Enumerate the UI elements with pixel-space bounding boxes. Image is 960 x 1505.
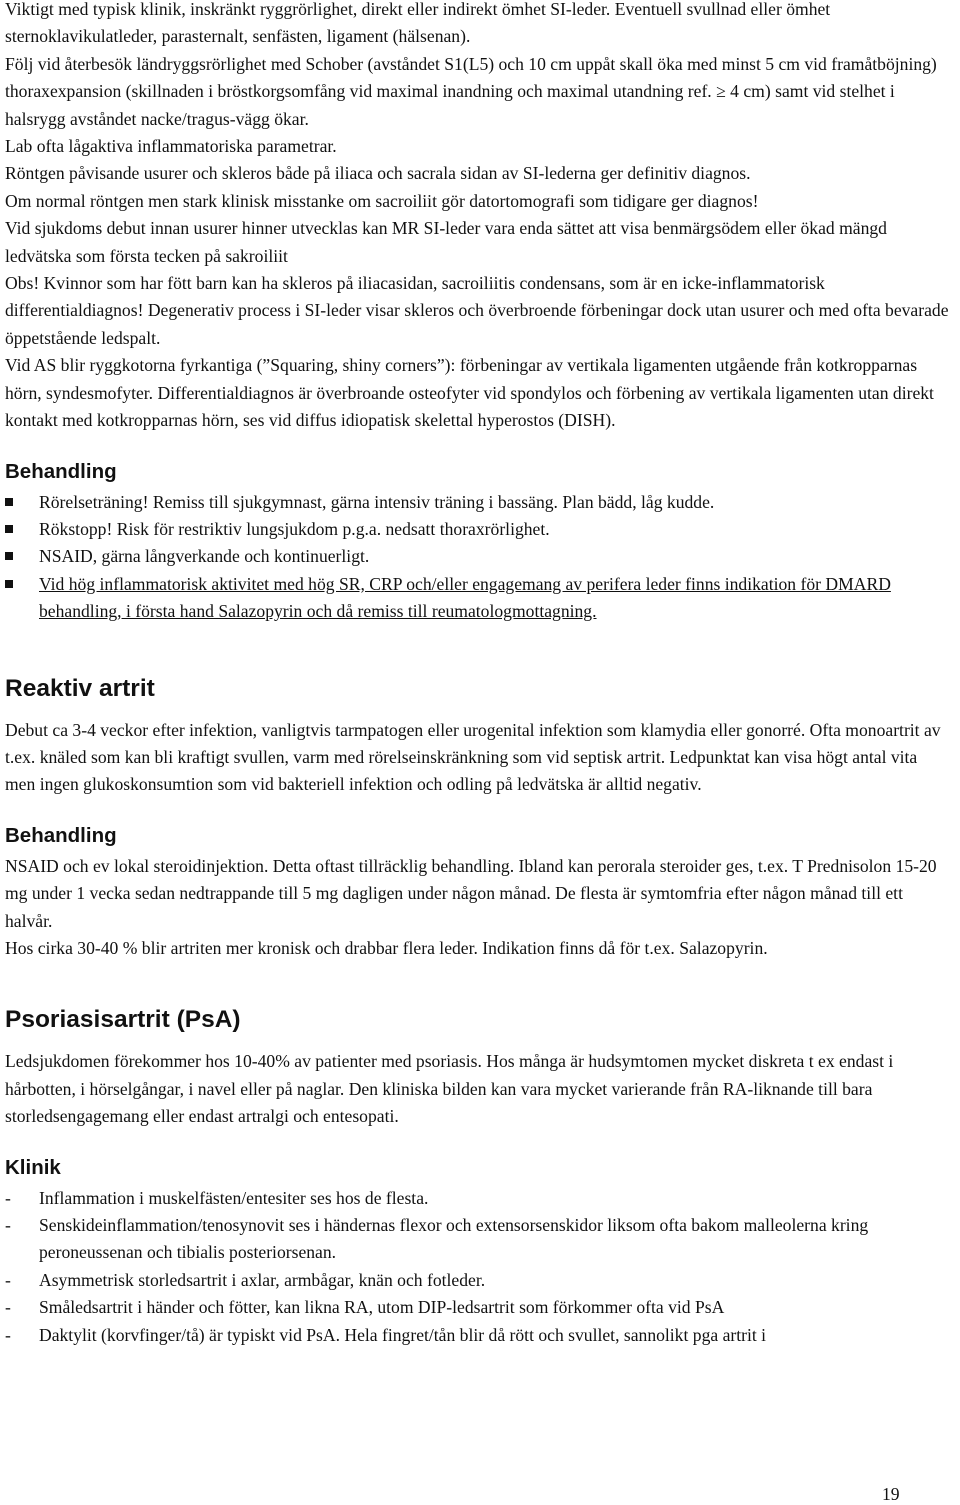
list-item-text: Rökstopp! Risk för restriktiv lungsjukdom p.g.a. nedsatt thoraxrörlighet. [39,518,550,539]
clinic-heading: Klinik [5,1155,61,1179]
intro-paragraph-mr: Vid sjukdoms debut innan usurer hinner utvecklas kan MR SI-leder vara enda sättet att visa benmärgsödem eller ökad mängd ledvätska som första tecken på sakroiliit [5,218,887,266]
square-bullet-icon [5,525,13,533]
dash-bullet-icon: - [5,1269,11,1290]
reactive-arthritis-chronic-text: Hos cirka 30-40 % blir artriten mer kronisk och drabbar flera leder. Indikation finns då för t.ex. Salazopyrin. [5,937,768,958]
square-bullet-icon [5,498,13,506]
intro-paragraph-xray: Röntgen påvisande usurer och skleros både på iliaca och sacrala sidan av SI-lederna ger definitiv diagnos. [5,163,751,184]
list-item-text: Senskideinflammation/tenosynovit ses i händernas flexor och extensorsenskidor liksom ofta bakom malleolerna kring peroneussenan och tibialis posteriorsenan. [39,1215,869,1263]
list-item-text: Daktylit (korvfinger/tå) är typiskt vid PsA. Hela fingret/tån blir då rött och svullet, sannolikt pga artrit i [39,1324,767,1345]
psoriatic-arthritis-title: Psoriasisartrit (PsA) [5,1006,241,1034]
dash-bullet-icon: - [5,1215,11,1235]
list-item [5,1185,950,1212]
list-item [5,571,950,626]
reactive-arthritis-intro: Debut ca 3-4 veckor efter infektion, vanligtvis tarmpatogen eller urogenital infektion som klamydia eller gonorré. Ofta monoartrit av t.ex. knäled som kan bli kraftigt svullen, varm med rörelseinskränkning som vid septisk artrit. Ledpunktat kan visa högt antal vita men ingen glukoskonsumtion som vid bakteriell infektion och odling på ledvätska är alltid negativ. [5,719,941,795]
list-item-text: Inflammation i muskelfästen/entesiter ses hos de flesta. [39,1187,429,1208]
list-item [5,1267,950,1294]
list-item-text: Småledsartrit i händer och fötter, kan likna RA, utom DIP-ledsartrit som förkommer ofta vid PsA [39,1297,725,1318]
as-treatment-list [5,489,950,626]
intro-paragraph-differential: Obs! Kvinnor som har fött barn kan ha skleros på iliacasidan, sacroiliitis condensans, som är en icke-inflammatorisk differentialdiagnos! Degenerativ process i SI-leder visar skleros och överbroende förbeningar dock utan usurer och med ofta bevarade öppetstående ledspalt. [5,273,949,348]
reactive-arthritis-treatment-heading: Behandling [5,823,117,847]
intro-paragraph-ct: Om normal röntgen men stark klinisk misstanke om sacroiliit gör datortomografi som tidigare ger diagnos! [5,190,759,211]
square-bullet-icon [5,552,13,560]
list-item [5,516,950,543]
square-bullet-icon [5,580,13,588]
reactive-arthritis-title: Reaktiv artrit [5,674,155,702]
intro-paragraph-followup: Följ vid återbesök ländryggsrörlighet med Schober (avståndet S1(L5) och 10 cm uppåt skall öka med minst 5 cm vid framåtböjning) thoraxexpansion (skillnaden i bröstkorgsomfång vid maximal inandning och maximal utandning ref. ≥ 4 cm) samt vid stelhet i halsrygg avståndet nacke/tragus-vägg ökar. [5,53,937,129]
list-item [5,1294,950,1321]
list-item-text: Rörelseträning! Remiss till sjukgymnast, gärna intensiv träning i bassäng. Plan bädd, låg kudde. [39,491,715,512]
list-item [5,1322,950,1349]
as-treatment-heading: Behandling [5,459,117,483]
intro-paragraph-squaring: Vid AS blir ryggkotorna fyrkantiga (”Squaring, shiny corners”): förbeningar av vertikala ligamenten utgående från kotkropparnas hörn, syndesmofyter. Differentialdiagnos är överbroande osteofyter vid spondylos och förbening av vertikala ligamenten utan direkt kontakt med kotkropparnas hörn, ses vid diffus idiopatisk skelettal hyperostos (DISH). [5,355,934,431]
psoriatic-arthritis-intro: Ledsjukdomen förekommer hos 10-40% av patienter med psoriasis. Hos många är hudsymtomen mycket diskreta t ex endast i hårbotten, i hörselgångar, i navel eller på naglar. Den kliniska bilden kan vara mycket varierande från RA-liknande till bara storledsengagemang eller endast artralgi och entesopati. [5,1051,894,1127]
dash-bullet-icon: - [5,1324,11,1345]
dash-bullet-icon: - [5,1297,11,1318]
list-item-text-underlined: Vid hög inflammatorisk aktivitet med hög SR, CRP och/eller engagemang av perifera leder finns indikation för DMARD behandling, i första hand Salazopyrin och då remiss till reumatologmottagning. [39,573,891,622]
intro-paragraph-lab: Lab ofta lågaktiva inflammatoriska parametrar. [5,136,337,157]
document-page [5,0,950,1349]
page-number: 19 [882,1484,900,1504]
list-item [5,489,950,516]
list-item-text: Asymmetrisk storledsartrit i axlar, armbågar, knän och fotleder. [39,1269,486,1290]
list-item [5,1212,950,1267]
list-item [5,543,950,570]
dash-bullet-icon: - [5,1187,11,1208]
intro-paragraph-symptoms: Viktigt med typisk klinik, inskränkt ryggrörlighet, direkt eller indirekt ömhet SI-leder. Eventuell svullnad eller ömhet sternoklavikulatleder, parasternalt, senfästen, ligament (hälsenan). [5,0,831,47]
clinic-list [5,1185,950,1349]
list-item-text: NSAID, gärna långverkande och kontinuerligt. [39,546,370,567]
reactive-arthritis-treatment-text: NSAID och ev lokal steroidinjektion. Detta oftast tillräcklig behandling. Ibland kan perorala steroider ges, t.ex. T Prednisolon 15-20 mg under 1 vecka sedan nedtrappande till 5 mg dagligen under någon månad. De flesta är symtomfria efter någon månad till ett halvår. [5,855,937,931]
